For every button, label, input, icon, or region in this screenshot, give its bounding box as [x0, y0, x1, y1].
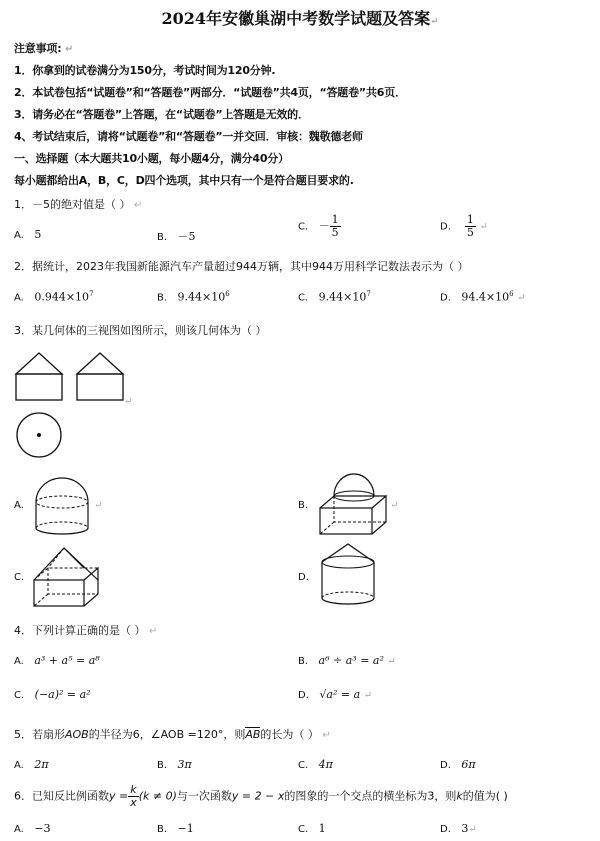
q3-option-d-figure	[318, 542, 378, 608]
q6-option-a: A. −3	[14, 822, 51, 835]
q5-stem: 5．若扇形AOB的半径为6，∠AOB =120°，则AB的长为（ ） ↵	[14, 728, 331, 741]
q1-option-b: B. －5	[157, 230, 196, 243]
q1-option-a: A. 5	[14, 228, 42, 241]
q3-option-c-figure	[30, 544, 106, 610]
front-view-figure	[16, 352, 64, 402]
q1-option-c: C. － $\frac{1}{5}$	[298, 213, 339, 239]
section-instruction: 每小题都给出A，B，C，D四个选项，其中只有一个是符合题目要求的.	[14, 174, 354, 187]
q2-option-b: B. $9.44\times 10^6$	[157, 290, 230, 304]
section-heading: 一、选择题（本大题共10小题，每小题4分，满分40分）	[14, 152, 289, 165]
side-view-figure	[77, 352, 125, 402]
note-1: 1．你拿到的试卷满分为150分，考试时间为120分钟.	[14, 64, 276, 77]
q2-option-c: C. $9.44\times 10^7$	[298, 290, 371, 304]
top-view-figure	[16, 412, 64, 460]
note-3: 3．请务必在“答题卷”上答题，在“试题卷”上答题是无效的．	[14, 108, 309, 121]
q3-option-d-label: D.	[298, 572, 309, 583]
q4-option-d: D. √a² = a ↵	[298, 688, 373, 701]
q4-option-a: A. a³ + a⁵ = a⁸	[14, 654, 100, 667]
q1-stem: 1．－5的绝对值是（ ） ↵	[14, 198, 143, 211]
q3-option-c-label: C.	[14, 572, 25, 583]
q4-stem: 4．下列计算正确的是（ ） ↵	[14, 624, 158, 637]
q1-option-d: D. $\frac{1}{5}$ ↵	[440, 213, 488, 239]
q4-option-b: B. a⁶ ÷ a³ = a² ↵	[298, 654, 396, 667]
note-4: 4、考试结束后，请将“试题卷”和“答题卷”一并交回．审核：魏敬德老师	[14, 130, 363, 143]
q6-option-b: B. −1	[157, 822, 194, 835]
q6-stem: 6．已知反比例函数y = $\frac{k}{x}$ (k ≠ 0)与一次函数y = 2 − x的图象的一个交点的横坐标为3，则k的值为( )	[14, 783, 508, 809]
q5-option-a: A. 2π	[14, 758, 49, 771]
q5-option-c: C. 4π	[298, 758, 333, 771]
q5-option-d: D. 6π	[440, 758, 476, 771]
q3-option-a-label: A.	[14, 500, 24, 511]
page-title: 2024年安徽巢湖中考数学试题及答案↵	[161, 9, 439, 28]
q2-stem: 2．据统计，2023年我国新能源汽车产量超过944万辆，其中944万用科学记数法表示为（ ）	[14, 260, 469, 273]
notes-heading: 注意事项: ↵	[14, 42, 74, 55]
q2-option-a: A. $0.944\times 10^7$	[14, 290, 94, 304]
q3-option-b-label: B.	[298, 500, 309, 511]
q6-option-c: C. 1	[298, 822, 326, 835]
q5-option-b: B. 3π	[157, 758, 192, 771]
q3-option-a-figure	[32, 476, 92, 536]
q4-option-c: C. (−a)² = a²	[14, 688, 91, 701]
q3-stem: 3．某几何体的三视图如图所示，则该几何体为（ ）	[14, 324, 267, 337]
q3-option-b-figure	[318, 470, 390, 536]
q2-option-d: D. $94.4\times 10^6$ ↵	[440, 290, 526, 304]
q6-option-d: D. 3↵	[440, 822, 477, 835]
note-2: 2．本试卷包括“试题卷”和“答题卷”两部分．“试题卷”共4页，“答题卷”共6页．	[14, 86, 406, 99]
